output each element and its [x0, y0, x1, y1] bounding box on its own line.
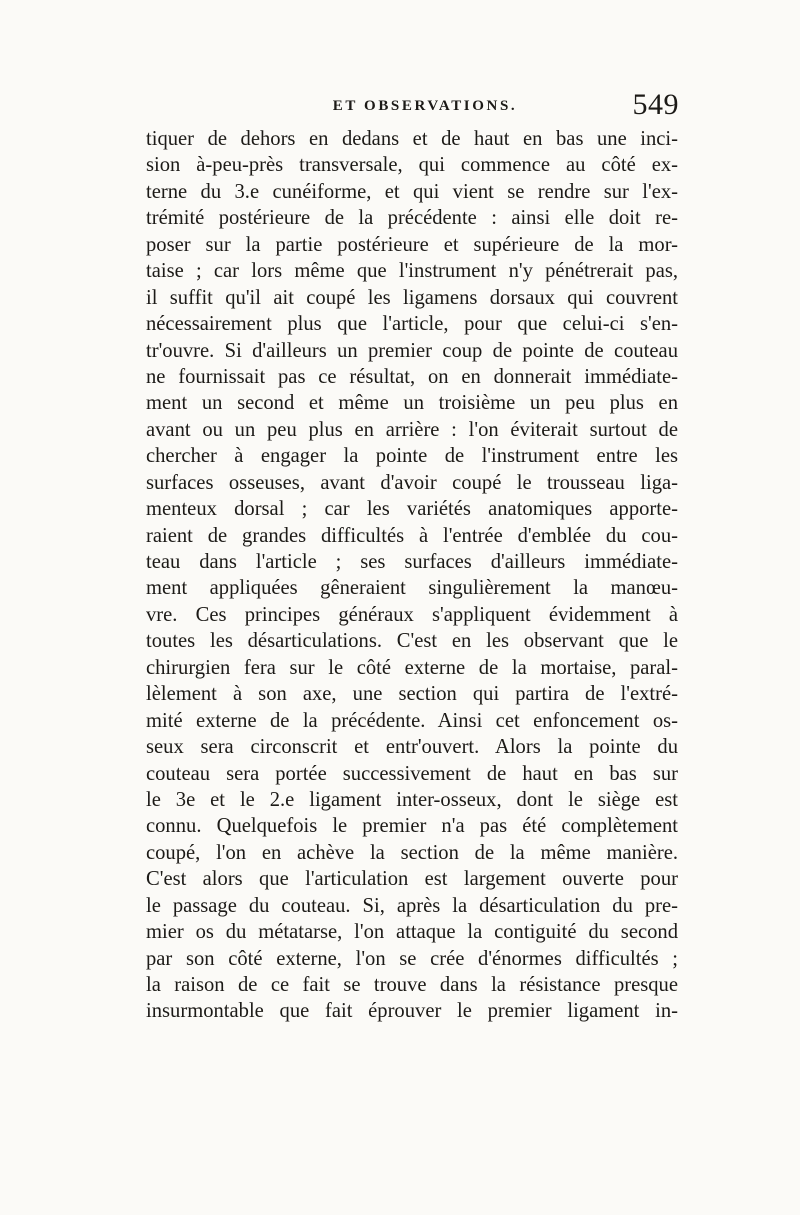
text-line: surfaces osseuses, avant d'avoir coupé le trousseau liga-	[146, 471, 678, 494]
text-line: ment appliquées gêneraient singulièrement la manœu-	[146, 577, 678, 600]
running-title: ET OBSERVATIONS.	[332, 98, 518, 114]
text-line: mier os du métatarse, l'on attaque la contiguité du second	[146, 921, 678, 944]
text-line: menteux dorsal ; car les variétés anatomiques apporte-	[146, 498, 678, 521]
text-line: seux sera circonscrit et entr'ouvert. Alors la pointe du	[146, 736, 678, 759]
text-line: avant ou un peu plus en arrière : l'on éviterait surtout de	[146, 418, 678, 441]
text-line: le passage du couteau. Si, après la désarticulation du pre-	[146, 894, 678, 917]
text-line: tr'ouvre. Si d'ailleurs un premier coup de pointe de couteau	[146, 339, 678, 362]
text-line: tiquer de dehors en dedans et de haut en bas une inci-	[146, 128, 678, 150]
text-line: poser sur la partie postérieure et supérieure de la mor-	[146, 233, 678, 256]
text-line: C'est alors que l'articulation est largement ouverte pour	[146, 868, 678, 891]
text-line: teau dans l'article ; ses surfaces d'ailleurs immédiate-	[146, 551, 678, 573]
body-text	[146, 126, 678, 1025]
text-line: trémité postérieure de la précédente : ainsi elle doit re-	[146, 207, 678, 230]
text-line: la raison de ce fait se trouve dans la résistance presque	[146, 974, 678, 996]
text-line: il suffit qu'il ait coupé les ligamens dorsaux qui couvrent	[146, 286, 678, 309]
text-line: couteau sera portée successivement de haut en bas sur	[146, 762, 678, 785]
text-line: chirurgien fera sur le côté externe de la mortaise, paral-	[146, 656, 678, 679]
text-line: insurmontable que fait éprouver le premier ligament in-	[146, 1000, 678, 1023]
text-line: chercher à engager la pointe de l'instrument entre les	[146, 445, 678, 468]
text-line: mité externe de la précédente. Ainsi cet enfoncement os-	[146, 709, 678, 732]
text-line: vre. Ces principes généraux s'appliquent évidemment à	[146, 603, 678, 626]
text-line: nécessairement plus que l'article, pour que celui-ci s'en-	[146, 313, 678, 336]
text-line: le 3e et le 2.e ligament inter-osseux, dont le siège est	[146, 788, 678, 811]
text-line: ne fournissait pas ce résultat, on en donnerait immédiate-	[146, 365, 678, 388]
page-header	[145, 88, 685, 128]
text-line: toutes les désarticulations. C'est en les observant que le	[146, 630, 678, 653]
text-line: coupé, l'on en achève la section de la même manière.	[146, 841, 678, 864]
text-line: taise ; car lors même que l'instrument n'y pénétrerait pas,	[146, 260, 678, 283]
text-line: ment un second et même un troisième un peu plus en	[146, 392, 678, 415]
text-line: sion à-peu-près transversale, qui commence au côté ex-	[146, 154, 678, 177]
text-line: raient de grandes difficultés à l'entrée d'emblée du cou-	[146, 524, 678, 547]
text-line: lèlement à son axe, une section qui partira de l'extré-	[146, 683, 678, 706]
page-number: 549	[632, 88, 679, 121]
text-line: terne du 3.e cunéiforme, et qui vient se rendre sur l'ex-	[146, 180, 678, 203]
text-line: par son côté externe, l'on se crée d'énormes difficultés ;	[146, 947, 678, 970]
text-line: connu. Quelquefois le premier n'a pas été complètement	[146, 815, 678, 838]
